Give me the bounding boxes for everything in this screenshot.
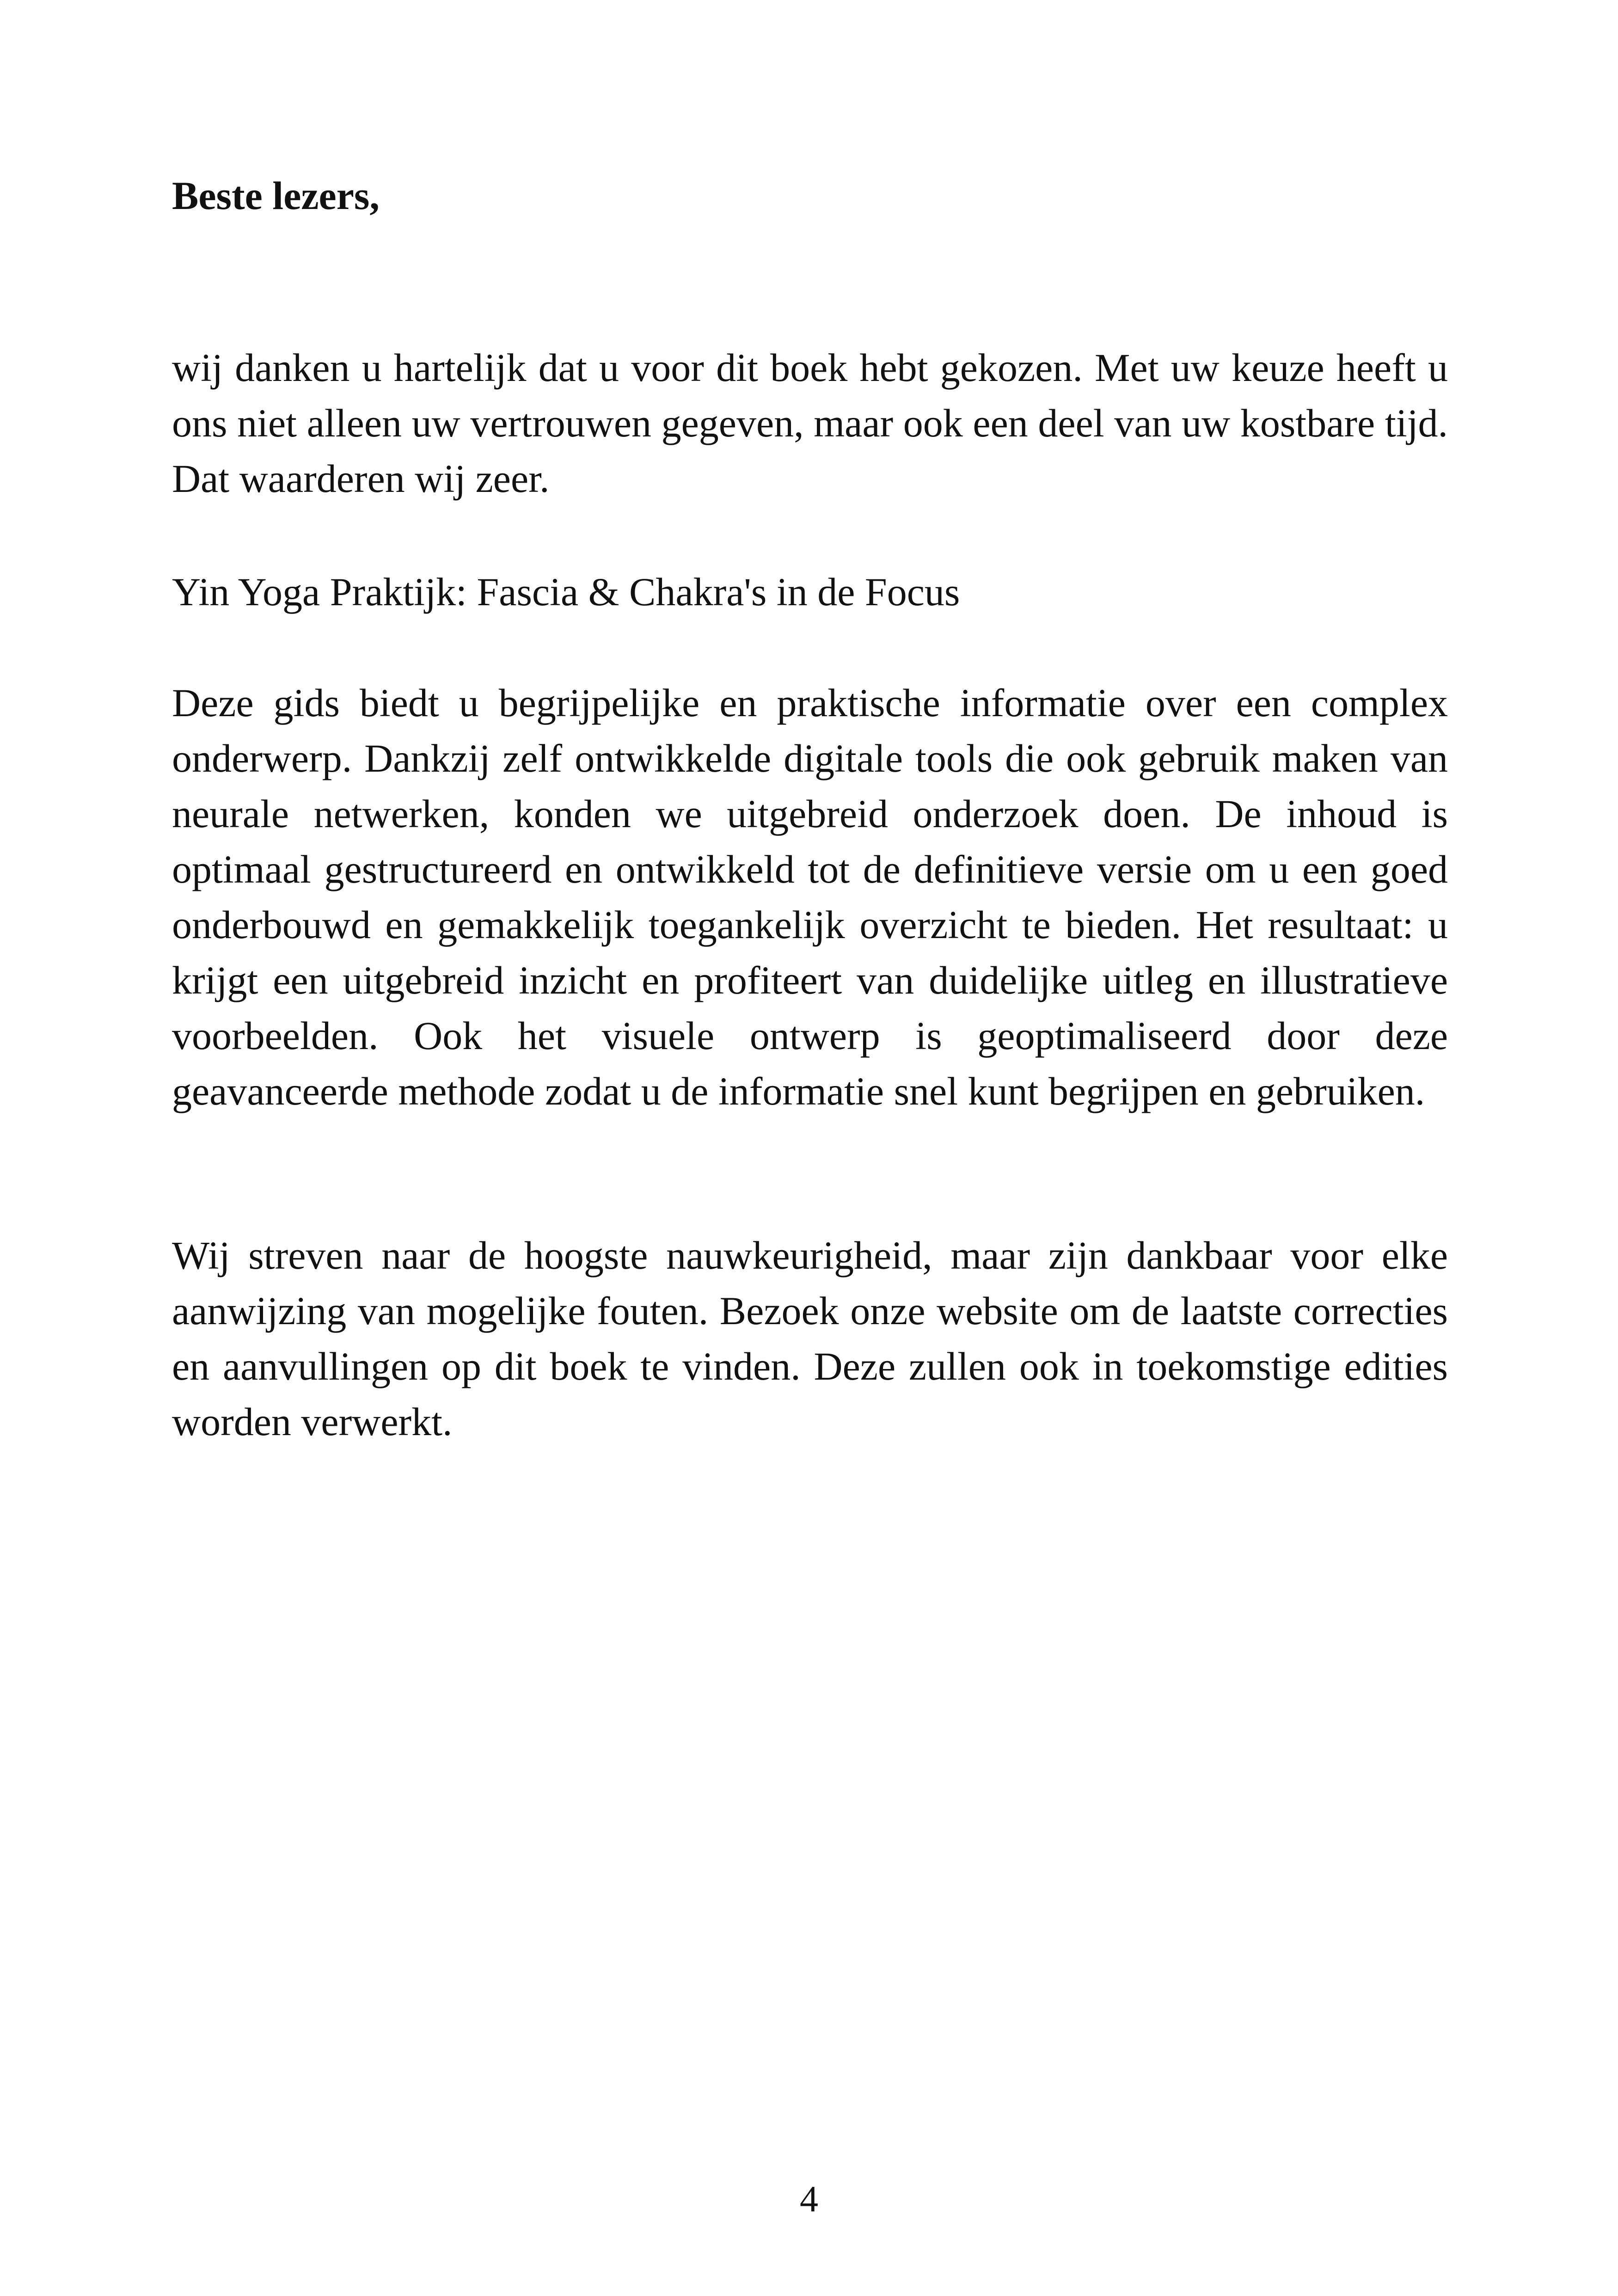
accuracy-paragraph: Wij streven naar de hoogste nauwkeurigheid, maar zijn dankbaar voor elke aanwijzing van mogelijke fouten. Bezoek onze website om de laatste correcties en aanvullingen op dit boek te vinden. Deze zullen ook in toekomstige edities worden verwerkt. [172, 1233, 1448, 1444]
book-title: Yin Yoga Praktijk: Fascia & Chakra's in de Focus [172, 570, 960, 614]
greeting-heading: Beste lezers, [172, 173, 380, 218]
page-number: 4 [800, 2179, 818, 2220]
guide-description-paragraph: Deze gids biedt u begrijpelijke en praktische informatie over een complex onderwerp. Dankzij zelf ontwikkelde digitale tools die ook gebruik maken van neurale netwerken, konden we uitgebreid onderzoek doen. De inhoud is optimaal gestructureerd en ontwikkeld tot de definitieve versie om u een goed onderbouwd en gemakkelijk toegankelijk overzicht te bieden. Het resultaat: u krijgt een uitgebreid inzicht en profiteert van duidelijke uitleg en illustratieve voorbeelden. Ook het visuele ontwerp is geoptimaliseerd door deze geavanceerde methode zodat u de informatie snel kunt begrijpen en gebruiken. [172, 681, 1448, 1113]
intro-paragraph: wij danken u hartelijk dat u voor dit boek hebt gekozen. Met uw keuze heeft u ons niet alleen uw vertrouwen gegeven, maar ook een deel van uw kostbare tijd. Dat waarderen wij zeer. [172, 345, 1448, 501]
